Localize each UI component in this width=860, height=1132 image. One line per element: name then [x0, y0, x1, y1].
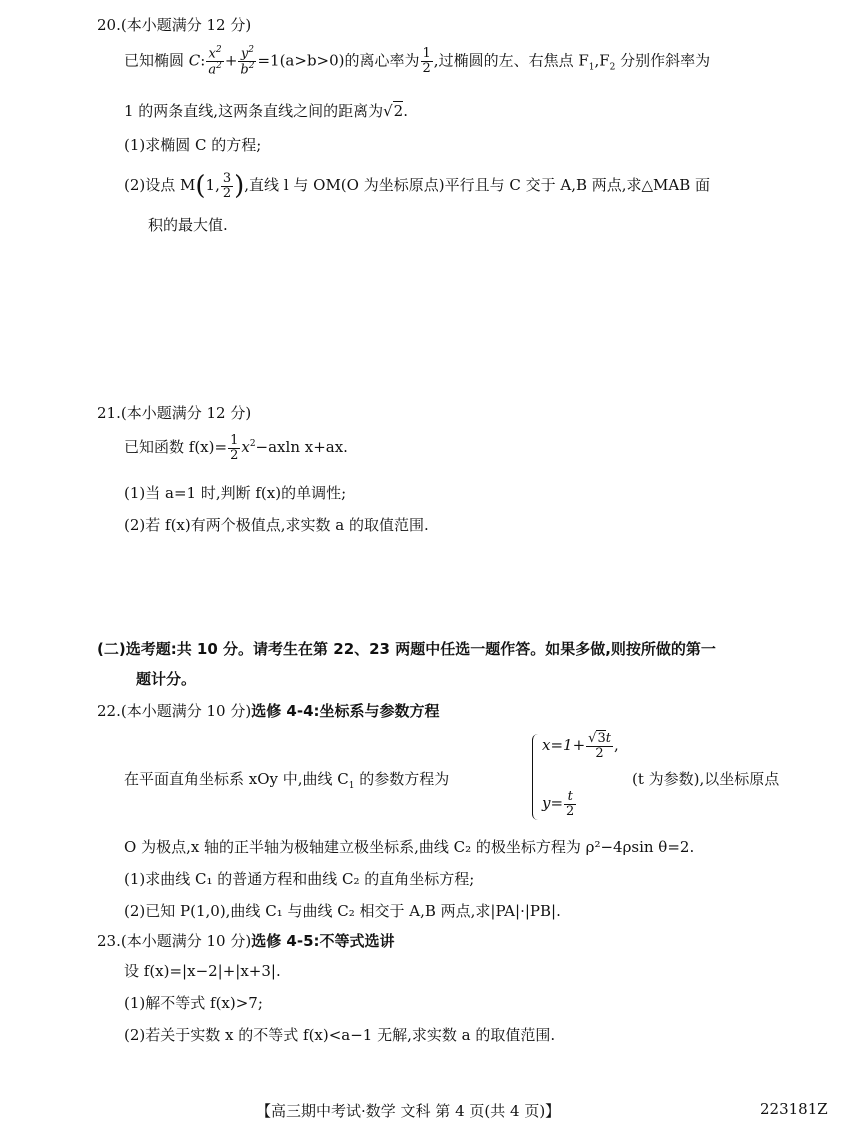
- q20-point-x: 1,: [205, 176, 220, 195]
- q22-eq2-num: t: [564, 790, 576, 805]
- q22-param-note: (t 为参数),以坐标原点: [632, 770, 780, 788]
- q22-header-pre: 22.(本小题满分 10 分): [97, 702, 252, 720]
- q22-part1: (1)求曲线 C₁ 的普通方程和曲线 C₂ 的直角坐标方程;: [124, 870, 475, 888]
- q22-part2: (2)已知 P(1,0),曲线 C₁ 与曲线 C₂ 相交于 A,B 两点,求|PA|·|PB|.: [124, 902, 561, 920]
- q20-sqrt-value: 2: [393, 102, 404, 120]
- q20-header: 20.(本小题满分 12 分): [97, 16, 252, 34]
- q23-header-pre: 23.(本小题满分 10 分): [97, 932, 252, 950]
- q20-point-y: $\frac{3}{2}$: [222, 171, 232, 201]
- q20-mid: ,F: [594, 51, 610, 70]
- q22-eq2: [542, 790, 577, 818]
- q20-sub1: 1: [588, 62, 595, 73]
- q22-eq2-den: 2: [566, 803, 575, 819]
- q20-line2-text: 1 的两条直线,这两条直线之间的距离为: [124, 102, 384, 120]
- q22-eq1-frac: $\frac{√3t}{2}$: [588, 731, 611, 761]
- q21-part1: (1)当 a=1 时,判断 f(x)的单调性;: [124, 484, 347, 502]
- q21-stem-pre: 已知函数 f(x)=: [124, 438, 228, 457]
- q20-condition: =1(a>b>0)的离心率为: [257, 51, 420, 70]
- q22-eq1: [542, 732, 619, 760]
- q22-stem-pre: 在平面直角坐标系 xOy 中,曲线 C: [124, 770, 349, 788]
- q20-line2: 1 的两条直线,这两条直线之间的距离为√2.: [124, 102, 408, 120]
- q22-eq1-end: ,: [613, 736, 619, 755]
- q22-line2: O 为极点,x 轴的正半轴为极轴建立极坐标系,曲线 C₂ 的极坐标方程为 ρ²−4ρsin θ=2.: [124, 838, 695, 856]
- q22-header-topic: 选修 4-4:坐标系与参数方程: [251, 702, 440, 720]
- q22-header: [97, 700, 440, 721]
- q20-stem-prefix: 已知椭圆: [124, 51, 189, 70]
- q21-stem: 已知函数 f(x)= $\frac{1}{2}$ $x^2-axln$ x+ax.: [124, 433, 348, 463]
- q21-header: 21.(本小题满分 12 分): [97, 404, 252, 422]
- q20-stem: 已知椭圆 C: $\frac{x^2}{a^2}$ + $\frac{y^2}{b^2}$ =1(a>b>0)的离心率为 $\frac{1}{2}$ ,过椭圆的左、右焦点 $F_1,F_2$ 分别作斜率为: [124, 45, 711, 78]
- q22-stem-mid: 的参数方程为: [354, 770, 450, 788]
- q22-eq1-pre: x=1+: [542, 736, 586, 755]
- q23-stem: 设 f(x)=|x−2|+|x+3|.: [124, 962, 281, 980]
- q23-part1: (1)解不等式 f(x)>7;: [124, 994, 263, 1012]
- q20-part2-pre: (2)设点 M: [124, 176, 196, 195]
- q21-x: x: [241, 438, 250, 457]
- q20-foci-text: ,过椭圆的左、右焦点 F: [433, 51, 589, 70]
- q23-part2: (2)若关于实数 x 的不等式 f(x)<a−1 无解,求实数 a 的取值范围.: [124, 1026, 556, 1044]
- q21-half: $\frac{1}{2}$: [230, 433, 239, 463]
- q21-stem-tail: −axln x+ax.: [255, 438, 348, 457]
- q20-part2: (2)设点 M(1, $\frac{3}{2}$ ),直线 l 与 OM(O 为坐标原点)平行且与 C 交于 A,B 两点,求△MAB 面: [124, 171, 711, 202]
- q22-eq2-pre: y=: [542, 794, 564, 813]
- q20-eccentricity: $\frac{1}{2}$: [422, 46, 431, 76]
- q22-eq1-den: 2: [595, 745, 604, 761]
- q20-stem-end: 分别作斜率为: [615, 51, 711, 70]
- q20-frac-x: $\frac{x^2}{a^2}$: [208, 45, 222, 78]
- q20-part2-text: ,直线 l 与 OM(O 为坐标原点)平行且与 C 交于 A,B 两点,求△MAB 面: [244, 176, 711, 195]
- q22-eq2-frac: [564, 790, 576, 818]
- document-code: 223181Z: [760, 1100, 828, 1118]
- q22-eq1-sqrt: 3: [597, 731, 606, 746]
- q23-header-topic: 选修 4-5:不等式选讲: [251, 932, 395, 950]
- q22-eq1-t: t: [605, 731, 611, 746]
- q20-ellipse-name: C: [188, 51, 201, 70]
- section2-line2: 题计分。: [136, 670, 197, 688]
- q22-stem: [124, 768, 449, 791]
- section2-line1: (二)选考题:共 10 分。请考生在第 22、23 两题中任选一题作答。如果多做,则按所做的第一: [97, 640, 716, 658]
- q23-header: [97, 930, 395, 951]
- q22-stem-sub: 1: [348, 781, 355, 791]
- q20-frac-y: $\frac{y^2}{b^2}$: [240, 45, 255, 78]
- q22-system-brace: [532, 734, 541, 820]
- page-footer: 【高三期中考试·数学 文科 第 4 页(共 4 页)】: [256, 1102, 561, 1120]
- q21-part2: (2)若 f(x)有两个极值点,求实数 a 的取值范围.: [124, 516, 429, 534]
- q20-line2-end: .: [403, 102, 408, 120]
- q20-part2-line2: 积的最大值.: [148, 216, 228, 234]
- q20-sub2: 2: [609, 62, 616, 73]
- q20-part1: (1)求椭圆 C 的方程;: [124, 136, 262, 154]
